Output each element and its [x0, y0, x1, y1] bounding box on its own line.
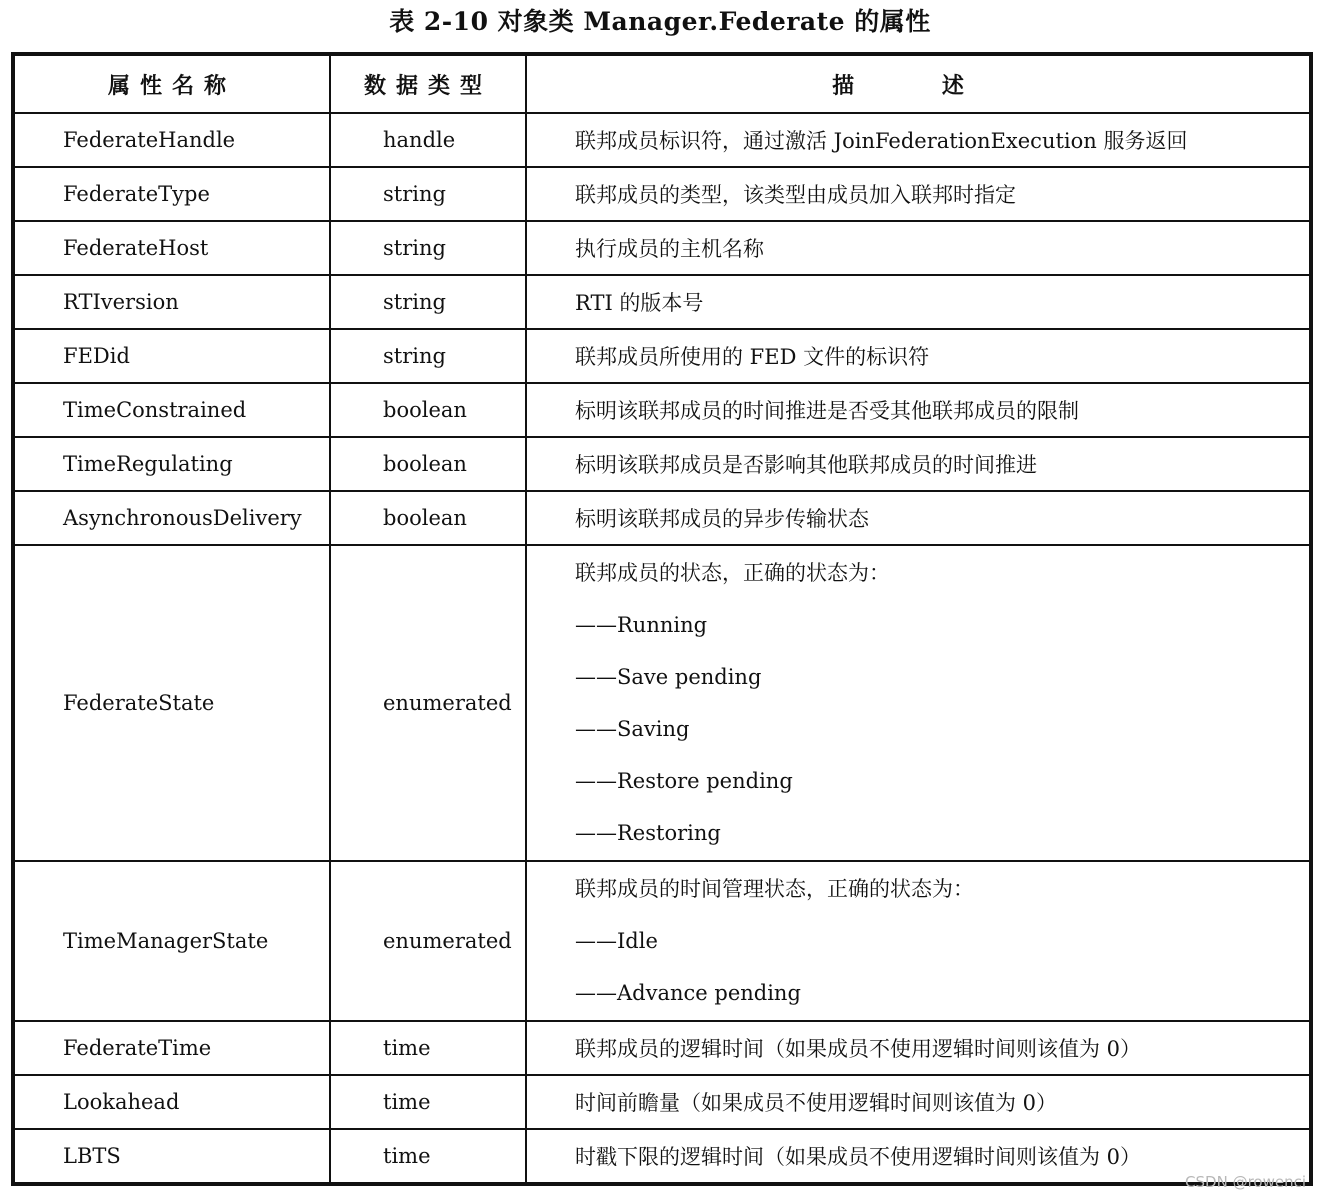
table-row [13, 329, 1311, 383]
attribute-name: TimeConstrained [13, 383, 330, 437]
table-row [13, 1021, 1311, 1075]
data-type: string [330, 329, 526, 383]
state-option: ——Idle [575, 929, 658, 953]
description: 时间前瞻量（如果成员不使用逻辑时间则该值为 0） [526, 1075, 1311, 1129]
description: RTI 的版本号 [526, 275, 1311, 329]
table-row-federate-state [13, 545, 1311, 861]
state-option: ——Save pending [575, 665, 762, 689]
table-row [13, 437, 1311, 491]
description: 联邦成员的类型，该类型由成员加入联邦时指定 [526, 167, 1311, 221]
table-row [13, 167, 1311, 221]
state-option: ——Running [575, 613, 708, 637]
data-type: boolean [330, 437, 526, 491]
data-type: boolean [330, 383, 526, 437]
attribute-name: FEDid [13, 329, 330, 383]
data-type: enumerated [330, 861, 526, 1021]
table-row [13, 1075, 1311, 1129]
attributes-table [11, 52, 1313, 1186]
data-type: time [330, 1021, 526, 1075]
header-description: 描 述 [526, 54, 1311, 113]
table-row-time-manager-state [13, 861, 1311, 1021]
data-type: handle [330, 113, 526, 167]
attribute-name: Lookahead [13, 1075, 330, 1129]
attribute-name: FederateState [13, 545, 330, 861]
description: 执行成员的主机名称 [526, 221, 1311, 275]
description [526, 545, 1311, 861]
table-header-row [13, 54, 1311, 113]
description-line: 联邦成员的时间管理状态，正确的状态为： [575, 877, 974, 901]
table-row [13, 491, 1311, 545]
data-type: boolean [330, 491, 526, 545]
description [526, 861, 1311, 1021]
description: 标明该联邦成员是否影响其他联邦成员的时间推进 [526, 437, 1311, 491]
attribute-name: AsynchronousDelivery [13, 491, 330, 545]
watermark: CSDN @rowenci [1185, 1173, 1306, 1191]
state-option: ——Saving [575, 717, 690, 741]
data-type: string [330, 221, 526, 275]
attribute-name: FederateHost [13, 221, 330, 275]
attribute-name: TimeRegulating [13, 437, 330, 491]
table-row [13, 221, 1311, 275]
state-option: ——Advance pending [575, 981, 801, 1005]
data-type: enumerated [330, 545, 526, 861]
data-type: time [330, 1075, 526, 1129]
description: 联邦成员标识符，通过激活 JoinFederationExecution 服务返回 [526, 113, 1311, 167]
description: 时戳下限的逻辑时间（如果成员不使用逻辑时间则该值为 0） [526, 1129, 1311, 1184]
data-type: string [330, 167, 526, 221]
description-line: 联邦成员的状态，正确的状态为： [575, 561, 890, 585]
attribute-name: RTIversion [13, 275, 330, 329]
table-row [13, 1129, 1311, 1184]
description: 标明该联邦成员的时间推进是否受其他联邦成员的限制 [526, 383, 1311, 437]
table-row [13, 113, 1311, 167]
attribute-name: LBTS [13, 1129, 330, 1184]
attribute-name: FederateTime [13, 1021, 330, 1075]
header-data-type: 数据类型 [330, 54, 526, 113]
attribute-name: TimeManagerState [13, 861, 330, 1021]
attribute-name: FederateHandle [13, 113, 330, 167]
table-row [13, 275, 1311, 329]
data-type: string [330, 275, 526, 329]
state-option: ——Restoring [575, 821, 721, 845]
table-row [13, 383, 1311, 437]
description: 标明该联邦成员的异步传输状态 [526, 491, 1311, 545]
data-type: time [330, 1129, 526, 1184]
attribute-name: FederateType [13, 167, 330, 221]
description: 联邦成员所使用的 FED 文件的标识符 [526, 329, 1311, 383]
table-caption: 表 2-10 对象类 Manager.Federate 的属性 [389, 7, 931, 36]
description: 联邦成员的逻辑时间（如果成员不使用逻辑时间则该值为 0） [526, 1021, 1311, 1075]
header-attribute-name: 属性名称 [13, 54, 330, 113]
state-option: ——Restore pending [575, 769, 793, 793]
